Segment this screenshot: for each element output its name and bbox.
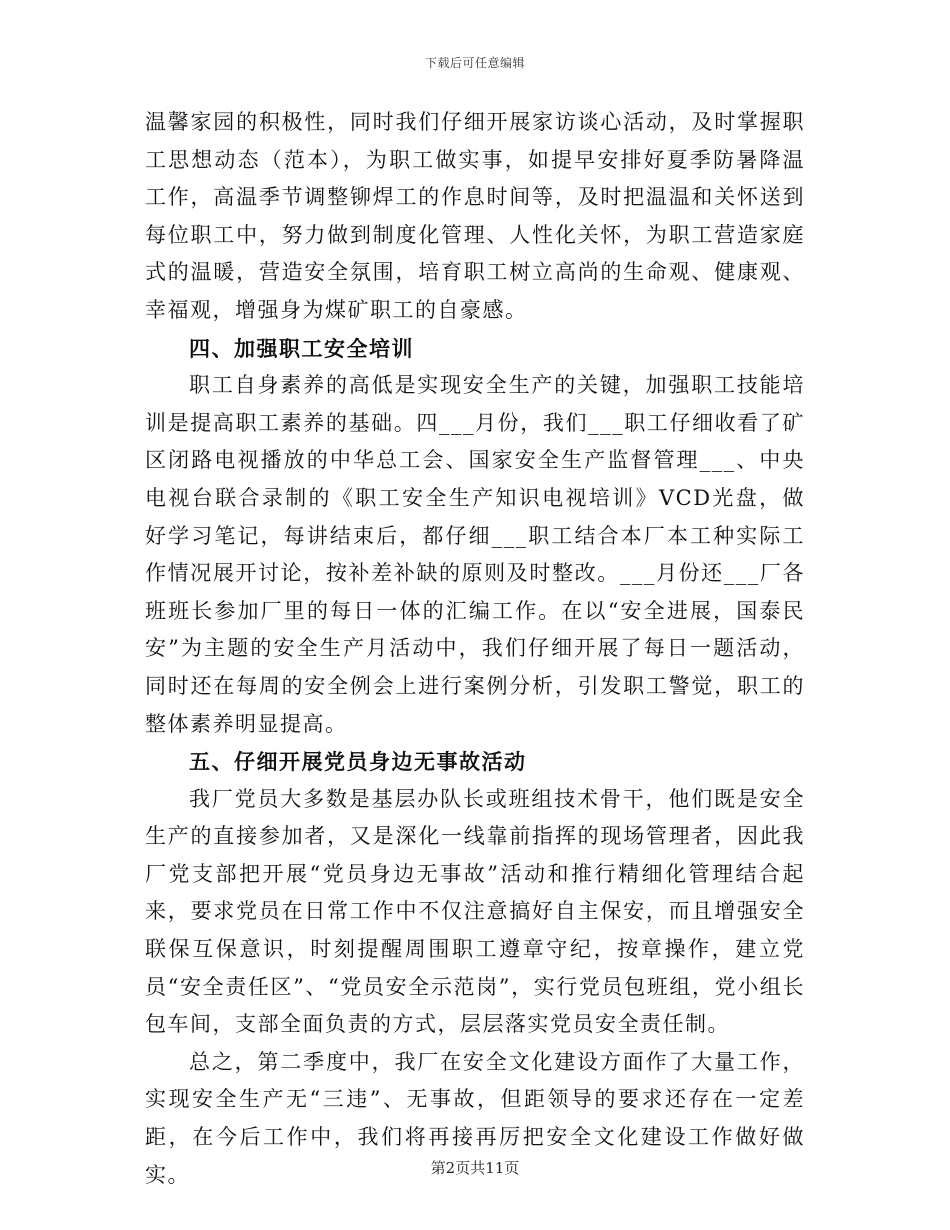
paragraph-continuation: 温馨家园的积极性，同时我们仔细开展家访谈心活动，及时掌握职工思想动态（范本），为职工做实事，如提早安排好夏季防暑降温工作，高温季节调整铆焊工的作息时间等，及时把温温和关怀送到每位职工中，努力做到制度化管理、人性化关怀，为职工营造家庭式的温暖，营造安全氛围，培育职工树立高尚的生命观、健康观、幸福观，增强身为煤矿职工的自豪感。 <box>145 110 805 322</box>
section-heading-4: 四、加强职工安全培训 <box>189 335 414 361</box>
document-body <box>145 104 805 1194</box>
paragraph-safety-training: 职工自身素养的高低是实现安全生产的关键，加强职工技能培训是提高职工素养的基础。四___月份，我们___职工仔细收看了矿区闭路电视播放的中华总工会、国家安全生产监督管理___、中央电视台联合录制的《职工安全生产知识电视培训》VCD光盘，做好学习笔记，每讲结束后，都仔细___职工结合本厂本工种实际工作情况展开讨论，按补差补缺的原则及时整改。___月份还___厂各班班长参加厂里的每日一体的汇编工作。在以“安全进展，国泰民安”为主题的安全生产月活动中，我们仔细开展了每日一题活动，同时还在每周的安全例会上进行案例分析，引发职工警觉，职工的整体素养明显提高。 <box>145 373 805 736</box>
page-header: 下载后可任意编辑 <box>424 56 525 70</box>
paragraph-party-member-activity: 我厂党员大多数是基层办队长或班组技术骨干，他们既是安全生产的直接参加者，又是深化一线靠前指挥的现场管理者，因此我厂党支部把开展“党员身边无事故”活动和推行精细化管理结合起来，要求党员在日常工作中不仅注意搞好自主保安，而且增强安全联保互保意识，时刻提醒周围职工遵章守纪，按章操作，建立党员“安全责任区”、“党员安全示范岗”，实行党员包班组，党小组长包车间，支部全面负责的方式，层层落实党员安全责任制。 <box>145 786 805 1037</box>
section-heading-5: 五、仔细开展党员身边无事故活动 <box>189 749 527 775</box>
page-number: 第2页共11页 <box>430 1159 520 1177</box>
paragraph-conclusion: 总之，第二季度中，我厂在安全文化建设方面作了大量工作，实现安全生产无“三违”、无事故，但距领导的要求还存在一定差距，在今后工作中，我们将再接再厉把安全文化建设工作做好做实。 <box>145 1049 805 1187</box>
